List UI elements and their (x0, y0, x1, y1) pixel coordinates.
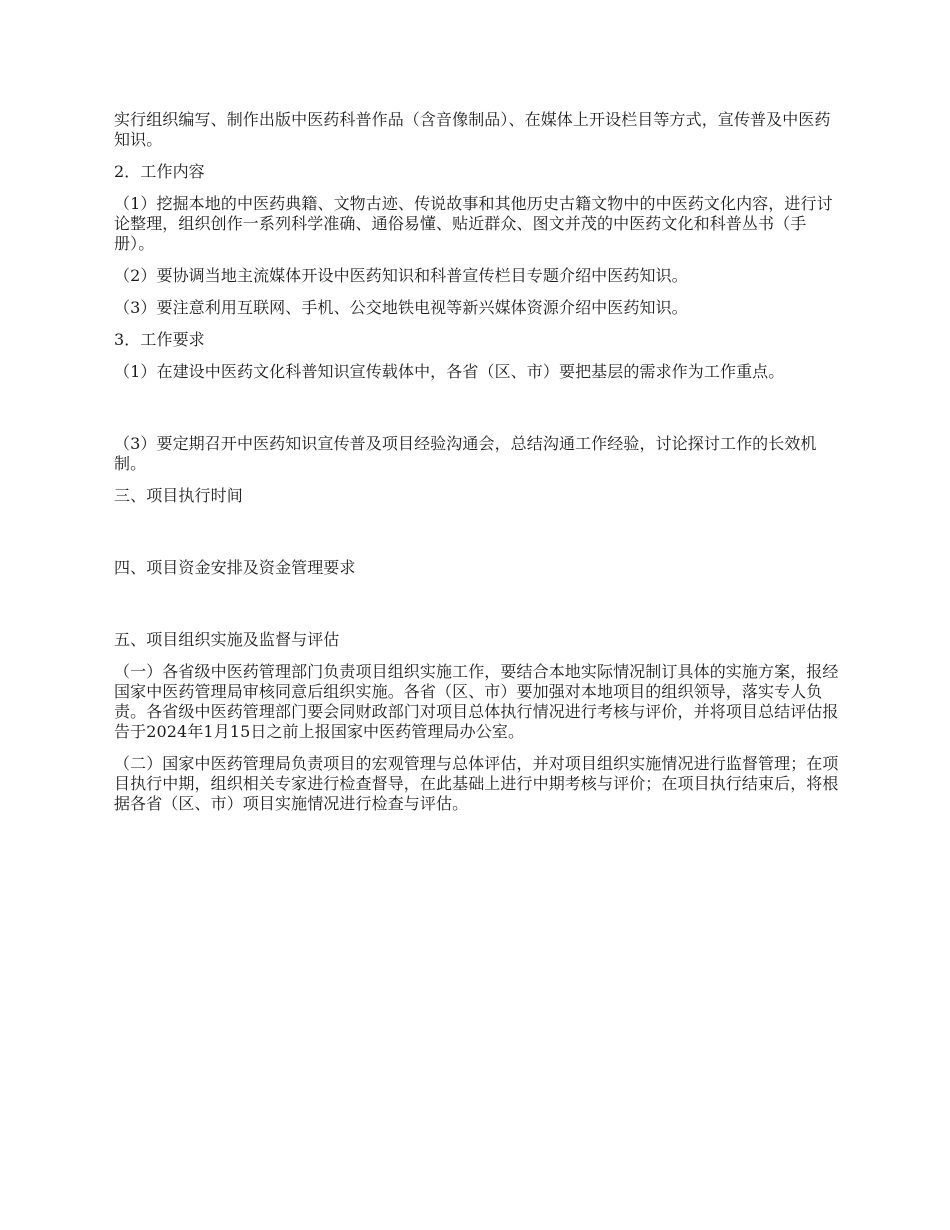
paragraph-content-2: （2）要协调当地主流媒体开设中医药知识和科普宣传栏目专题介绍中医药知识。 (114, 266, 688, 285)
heading-work-requirements: 3．工作要求 (114, 330, 205, 349)
paragraph-national-supervision: （二）国家中医药管理局负责项目的宏观管理与总体评估，并对项目组织实施情况进行监督管理；在项目执行中期，组织相关专家进行检查督导，在此基础上进行中期考核与评价；在项目执行结束后，将根据各省（区、市）项目实施情况进行检查与评估。 (114, 754, 839, 813)
paragraph-provincial-implementation: （一）各省级中医药管理部门负责项目组织实施工作，要结合本地实际情况制订具体的实施方案，报经国家中医药管理局审核同意后组织实施。各省（区、市）要加强对本地项目的组织领导，落实专人负责。各省级中医药管理部门要会同财政部门对项目总体执行情况进行考核与评价，并将项目总结评估报告于2024年1月15日之前上报国家中医药管理局办公室。 (114, 662, 839, 741)
paragraph-content-1: （1）挖掘本地的中医药典籍、文物古迹、传说故事和其他历史古籍文物中的中医药文化内容，进行讨论整理，组织创作一系列科学准确、通俗易懂、贴近群众、图文并茂的中医药文化和科普丛书（手册）。 (114, 194, 833, 253)
paragraph-requirement-3: （3）要定期召开中医药知识宣传普及项目经验沟通会，总结沟通工作经验，讨论探讨工作的长效机制。 (114, 434, 817, 473)
document-body (114, 110, 839, 814)
paragraph-requirement-1: （1）在建设中医药文化科普知识宣传载体中，各省（区、市）要把基层的需求作为工作重点。 (114, 362, 785, 381)
heading-work-content: 2．工作内容 (114, 162, 205, 181)
section-heading-execution-time: 三、项目执行时间 (114, 486, 243, 505)
section-heading-implementation: 五、项目组织实施及监督与评估 (114, 630, 340, 649)
section-heading-funding: 四、项目资金安排及资金管理要求 (114, 558, 356, 577)
paragraph-content-3: （3）要注意利用互联网、手机、公交地铁电视等新兴媒体资源介绍中医药知识。 (114, 298, 688, 317)
paragraph-intro-continued: 实行组织编写、制作出版中医药科普作品（含音像制品）、在媒体上开设栏目等方式，宣传普及中医药知识。 (114, 110, 831, 149)
